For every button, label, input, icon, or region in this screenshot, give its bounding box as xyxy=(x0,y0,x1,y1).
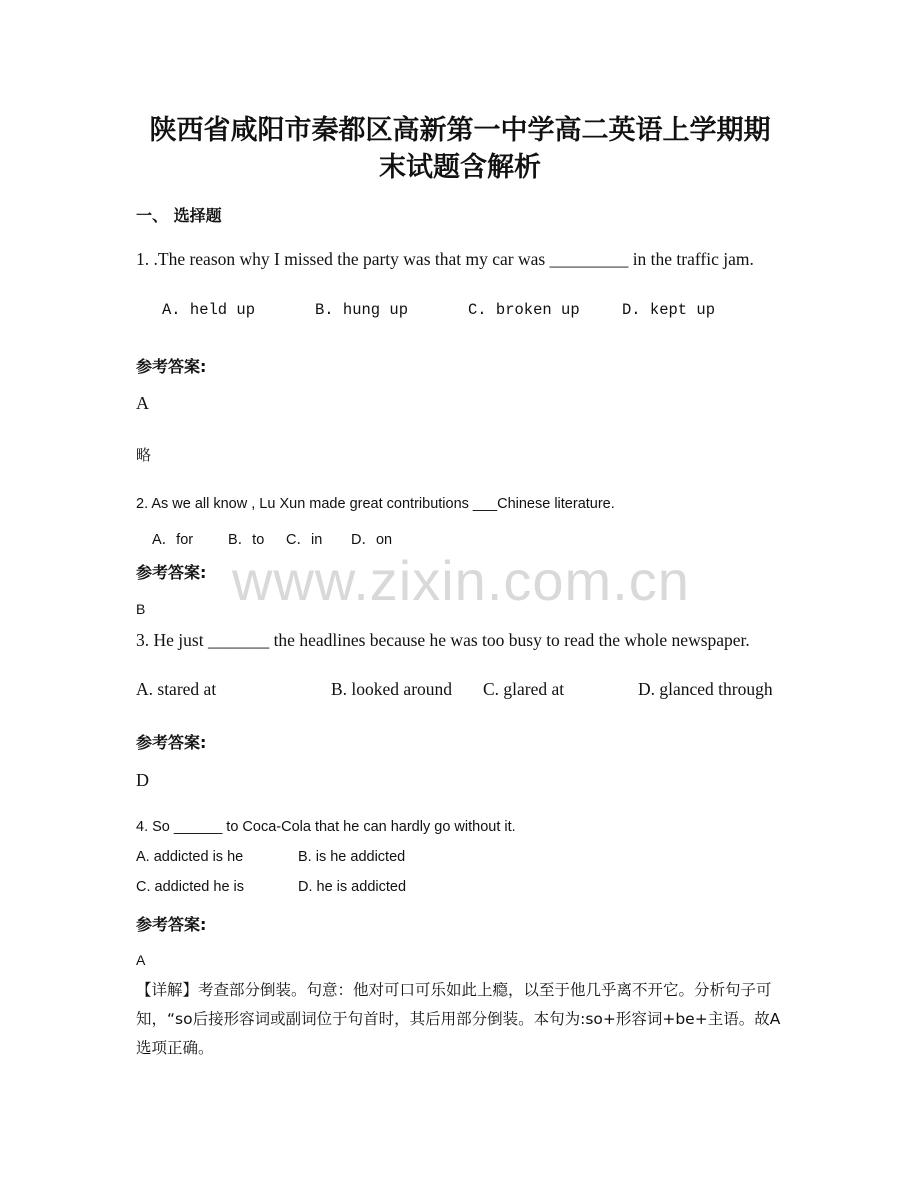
question-4-explanation: 【详解】考查部分倒装。句意：他对可口可乐如此上瘾，以至于他几乎离不开它。分析句子可知，“so后接形容词或副词位于句首时，其后用部分倒装。本句为:so+形容词+be+主语。故A选项正确。 xyxy=(136,981,781,1057)
question-1-option-d: D. kept up xyxy=(622,301,716,319)
question-2-option-b: B．to xyxy=(228,532,265,548)
question-1-option-c: C. broken up xyxy=(468,301,580,319)
question-1-note: 略 xyxy=(136,446,152,464)
document-title-line-1: 陕西省咸阳市秦都区高新第一中学高二英语上学期期 xyxy=(149,115,771,146)
question-4-option-a: A. addicted is he xyxy=(136,849,244,865)
question-4-stem: 4. So ______ to Coca-Cola that he can hardly go without it. xyxy=(136,819,516,835)
question-4-answer-label: 参考答案: xyxy=(136,915,207,934)
question-1-answer-label: 参考答案: xyxy=(136,357,207,376)
question-3-answer: D xyxy=(136,770,149,790)
question-2-option-d: D．on xyxy=(351,532,393,548)
question-2-answer-label: 参考答案: xyxy=(136,563,207,582)
question-1-answer: A xyxy=(136,393,149,413)
question-3-answer-label: 参考答案: xyxy=(136,733,207,752)
question-3-option-c: C. glared at xyxy=(483,679,565,699)
question-1-option-a: A. held up xyxy=(162,301,256,319)
question-3-option-b: B. looked around xyxy=(331,679,453,699)
question-3-stem: 3. He just _______ the headlines because he was too busy to read the whole newspaper. xyxy=(136,630,750,650)
question-2-answer: B xyxy=(136,601,146,617)
question-3-option-d: D. glanced through xyxy=(638,679,773,699)
question-2-option-c: C．in xyxy=(286,532,323,548)
document-title-line-2: 末试题含解析 xyxy=(379,152,541,183)
section-heading: 一、 选择题 xyxy=(136,206,222,225)
question-3-option-a: A. stared at xyxy=(136,679,217,699)
question-4-option-c: C. addicted he is xyxy=(136,879,245,895)
watermark: www.zixin.com.cn xyxy=(232,549,690,612)
question-4-option-b: B. is he addicted xyxy=(298,849,406,865)
question-1-stem: 1. .The reason why I missed the party was that my car was _________ in the traffic jam. xyxy=(136,249,754,269)
question-2-stem: 2. As we all know , Lu Xun made great contributions ___Chinese literature. xyxy=(136,496,615,512)
question-4-option-d: D. he is addicted xyxy=(298,879,407,895)
question-4-answer: A xyxy=(136,952,146,968)
question-1-option-b: B. hung up xyxy=(315,301,409,319)
question-2-option-a: A．for xyxy=(152,532,194,548)
